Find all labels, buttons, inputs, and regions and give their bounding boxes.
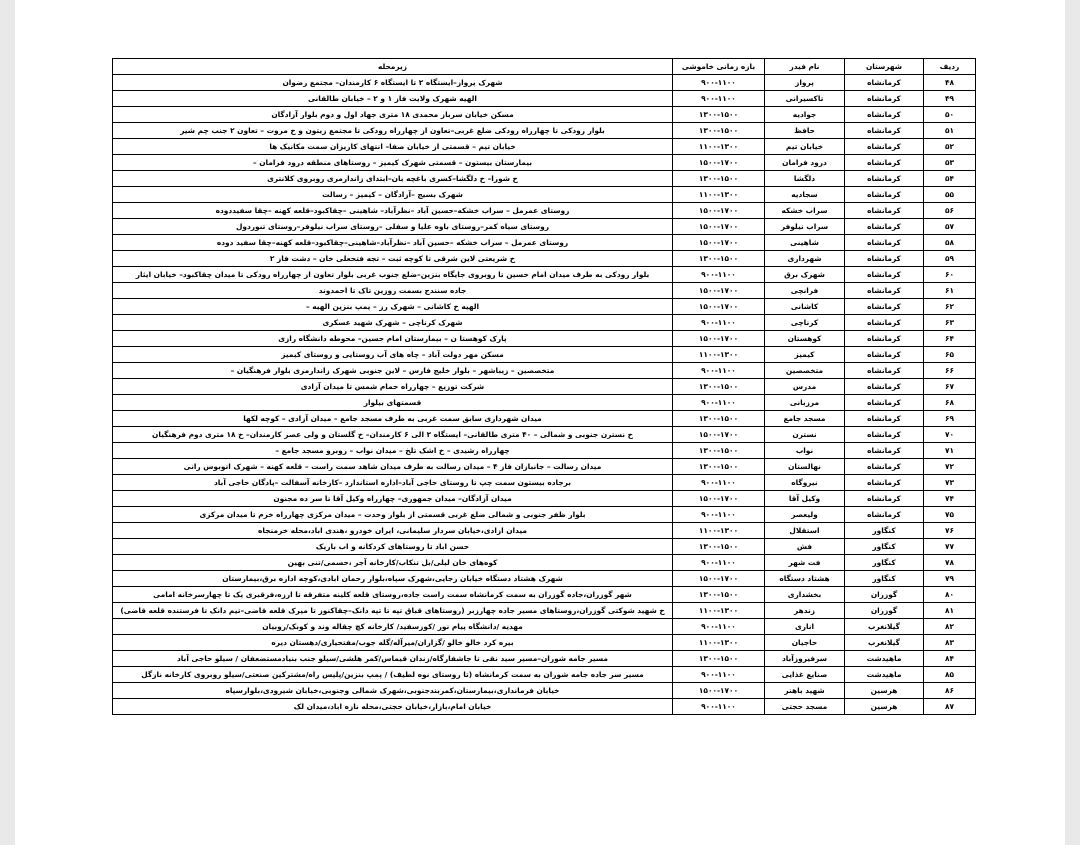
- cell-feeder-name: متخصصین: [765, 363, 845, 379]
- cell-feeder-name: کیمیز: [765, 347, 845, 363]
- table-row: [113, 251, 976, 267]
- cell-row-number: ۶۴: [924, 331, 976, 347]
- cell-neighborhood: روستای سیاه کمر–روستای باوه علیا و سفلی –روستای سراب نیلوفر–روستای تنوردول: [113, 219, 673, 235]
- cell-neighborhood: مسیر سر جاده جامه شوران به سمت کرمانشاه (تا روستای نوه لطیف) / پمپ بنزین/پلیس راه/مشترکین صنعتی/سیلو روبروی کارخانه نازگل: [113, 667, 673, 683]
- cell-feeder-name: سجادیه: [765, 187, 845, 203]
- table-row: [113, 331, 976, 347]
- cell-outage-time-range: ۱۱۰۰-۱۳۰۰: [673, 139, 765, 155]
- cell-feeder-name: حافظ: [765, 123, 845, 139]
- cell-feeder-name: نواب: [765, 443, 845, 459]
- cell-row-number: ۶۵: [924, 347, 976, 363]
- cell-row-number: ۷۰: [924, 427, 976, 443]
- cell-feeder-name: مسجد حجتی: [765, 699, 845, 715]
- cell-outage-time-range: ۱۳۰۰-۱۵۰۰: [673, 651, 765, 667]
- cell-neighborhood: بلوار رودکی تا چهارراه رودکی ضلع غربی–تعاون از چهارراه رودکی تا مجتمع زیتون و خ مروت – تعاون ۲ جنب چم شیر: [113, 123, 673, 139]
- cell-row-number: ۸۰: [924, 587, 976, 603]
- table-row: [113, 523, 976, 539]
- header-feeder-name: نام فیدر: [765, 59, 845, 75]
- cell-city: کرمانشاه: [845, 443, 924, 459]
- cell-feeder-name: فرانچی: [765, 283, 845, 299]
- cell-city: ماهیدشت: [845, 651, 924, 667]
- cell-neighborhood: شهرک بسیج –آزادگان – کیمیز – رسالت: [113, 187, 673, 203]
- cell-outage-time-range: ۱۳۰۰-۱۵۰۰: [673, 443, 765, 459]
- cell-feeder-name: مرزبانی: [765, 395, 845, 411]
- cell-city: کرمانشاه: [845, 91, 924, 107]
- cell-feeder-name: شهید باهنر: [765, 683, 845, 699]
- cell-outage-time-range: ۱۳۰۰-۱۵۰۰: [673, 379, 765, 395]
- cell-city: کرمانشاه: [845, 331, 924, 347]
- cell-neighborhood: قسمتهای بیلوار: [113, 395, 673, 411]
- cell-neighborhood: روستای عمرمل – سراب خشکه –حسین آباد –نظرآباد–شاهینی–چقاکبود–قلعه کهنه–چقا سفید دوده: [113, 235, 673, 251]
- cell-row-number: ۶۱: [924, 283, 976, 299]
- cell-feeder-name: سراب نیلوفر: [765, 219, 845, 235]
- cell-row-number: ۸۴: [924, 651, 976, 667]
- cell-neighborhood: خ نسترن جنوبی و شمالی – ۴۰ متری طالقانی– ایستگاه ۲ الی ۶ کارمندان– خ گلستان و ولی عصر کارمندان– خ ۱۸ متری دوم فرهنگیان: [113, 427, 673, 443]
- table-row: [113, 299, 976, 315]
- table-row: [113, 203, 976, 219]
- cell-outage-time-range: ۱۱۰۰-۱۳۰۰: [673, 635, 765, 651]
- cell-city: کرمانشاه: [845, 459, 924, 475]
- cell-row-number: ۵۶: [924, 203, 976, 219]
- cell-feeder-name: درود فرامان: [765, 155, 845, 171]
- cell-neighborhood: مهدیه /دانشگاه پیام نور /کوزسفید/ کارخانه کچ چقاله وند و کوبک/روبیان: [113, 619, 673, 635]
- cell-row-number: ۴۸: [924, 75, 976, 91]
- cell-neighborhood: مسیر جامه شوران–مسیر سید نقی تا جاشفارگاه/زندان قیماس/کمر هلشی/سیلو جنب بنیادمستضعفان / سیلو حاجی آباد: [113, 651, 673, 667]
- cell-neighborhood: پارک کوهستا ن – بیمارستان امام حسین– محوطه دانشگاه رازی: [113, 331, 673, 347]
- cell-row-number: ۶۹: [924, 411, 976, 427]
- cell-feeder-name: نهالستان: [765, 459, 845, 475]
- cell-row-number: ۵۴: [924, 171, 976, 187]
- cell-neighborhood: کوه‌های خان لیلی/بل تنکاب/کارخانه آجر ،حسمی/تنی بهین: [113, 555, 673, 571]
- cell-row-number: ۷۳: [924, 475, 976, 491]
- cell-city: گوزران: [845, 603, 924, 619]
- cell-city: کرمانشاه: [845, 235, 924, 251]
- cell-row-number: ۸۱: [924, 603, 976, 619]
- cell-outage-time-range: ۱۵۰۰-۱۷۰۰: [673, 331, 765, 347]
- cell-neighborhood: میدان رسالت – جانبازان فاز ۴ – میدان رسالت به طرف میدان شاهد سمت راست – قلعه کهنه – شهرک اتوبوس رانی: [113, 459, 673, 475]
- table-row: [113, 667, 976, 683]
- cell-city: کرمانشاه: [845, 299, 924, 315]
- table-row: [113, 123, 976, 139]
- cell-city: هرسین: [845, 683, 924, 699]
- cell-outage-time-range: ۱۱۰۰-۱۳۰۰: [673, 187, 765, 203]
- cell-city: گیلانغرب: [845, 619, 924, 635]
- cell-city: کرمانشاه: [845, 427, 924, 443]
- cell-feeder-name: فت شهر: [765, 555, 845, 571]
- table-row: [113, 555, 976, 571]
- table-row: [113, 475, 976, 491]
- cell-feeder-name: بخشداری: [765, 587, 845, 603]
- cell-outage-time-range: ۱۵۰۰-۱۷۰۰: [673, 571, 765, 587]
- cell-outage-time-range: ۱۵۰۰-۱۷۰۰: [673, 283, 765, 299]
- cell-feeder-name: کوهستان: [765, 331, 845, 347]
- cell-feeder-name: زندهر: [765, 603, 845, 619]
- cell-outage-time-range: ۱۳۰۰-۱۵۰۰: [673, 459, 765, 475]
- cell-feeder-name: خیابان تیم: [765, 139, 845, 155]
- cell-feeder-name: هشتاد دستگاه: [765, 571, 845, 587]
- table-row: [113, 155, 976, 171]
- cell-city: کنگاور: [845, 555, 924, 571]
- cell-row-number: ۷۲: [924, 459, 976, 475]
- cell-outage-time-range: ۹۰۰-۱۱۰۰: [673, 75, 765, 91]
- cell-row-number: ۷۷: [924, 539, 976, 555]
- cell-row-number: ۷۸: [924, 555, 976, 571]
- cell-neighborhood: میدان شهرداری سابق سمت غربی به طرف مسجد جامع – میدان آزادی – کوچه لکها: [113, 411, 673, 427]
- cell-row-number: ۵۵: [924, 187, 976, 203]
- table-row: [113, 347, 976, 363]
- cell-outage-time-range: ۱۳۰۰-۱۵۰۰: [673, 251, 765, 267]
- cell-row-number: ۵۱: [924, 123, 976, 139]
- cell-feeder-name: پرواز: [765, 75, 845, 91]
- cell-outage-time-range: ۹۰۰-۱۱۰۰: [673, 363, 765, 379]
- cell-row-number: ۷۴: [924, 491, 976, 507]
- table-row: [113, 363, 976, 379]
- table-row: [113, 427, 976, 443]
- cell-feeder-name: شهرک برق: [765, 267, 845, 283]
- document-page: [15, 0, 1065, 845]
- cell-city: کرمانشاه: [845, 139, 924, 155]
- cell-city: کنگاور: [845, 571, 924, 587]
- cell-outage-time-range: ۹۰۰-۱۱۰۰: [673, 507, 765, 523]
- table-body: [113, 75, 976, 715]
- cell-neighborhood: خیابان فرمانداری،بیمارستان،کمربندجنوبی،شهرک شمالی وجنوبی،خیابان شیرودی،بلوارسپاه: [113, 683, 673, 699]
- cell-city: ماهیدشت: [845, 667, 924, 683]
- cell-outage-time-range: ۹۰۰-۱۱۰۰: [673, 619, 765, 635]
- table-row: [113, 571, 976, 587]
- cell-city: کرمانشاه: [845, 123, 924, 139]
- cell-outage-time-range: ۹۰۰-۱۱۰۰: [673, 475, 765, 491]
- cell-neighborhood: الهیه شهرک ولایت فاز ۱ و ۲ – خیابان طالقانی: [113, 91, 673, 107]
- cell-row-number: ۵۲: [924, 139, 976, 155]
- table-header-row: [113, 59, 976, 75]
- table-row: [113, 171, 976, 187]
- table-row: [113, 491, 976, 507]
- cell-city: کرمانشاه: [845, 155, 924, 171]
- cell-feeder-name: نسترن: [765, 427, 845, 443]
- header-neighborhood: زیرمحله: [113, 59, 673, 75]
- cell-neighborhood: متخصصین – زیباشهر – بلوار خلیج فارس – لاین جنوبی شهرک زاندارمری بلوار فرهنگیان –: [113, 363, 673, 379]
- cell-outage-time-range: ۱۳۰۰-۱۵۰۰: [673, 123, 765, 139]
- table-row: [113, 235, 976, 251]
- cell-outage-time-range: ۱۳۰۰-۱۵۰۰: [673, 171, 765, 187]
- cell-feeder-name: مدرس: [765, 379, 845, 395]
- cell-neighborhood: برجاده بیستون سمت چپ تا روستای حاجی آباد–اداره استاندارد –کارخانه آسفالت –پادگان حاجی آباد: [113, 475, 673, 491]
- cell-feeder-name: شاهینی: [765, 235, 845, 251]
- table-row: [113, 603, 976, 619]
- cell-neighborhood: مسکن مهر دولت آباد – چاه های آب روستایی و روستای کیمیز: [113, 347, 673, 363]
- cell-city: کرمانشاه: [845, 171, 924, 187]
- table-row: [113, 379, 976, 395]
- cell-city: کرمانشاه: [845, 203, 924, 219]
- cell-outage-time-range: ۱۵۰۰-۱۷۰۰: [673, 427, 765, 443]
- cell-row-number: ۶۷: [924, 379, 976, 395]
- header-city: شهرستان: [845, 59, 924, 75]
- cell-city: گیلانغرب: [845, 635, 924, 651]
- table-row: [113, 411, 976, 427]
- cell-row-number: ۶۶: [924, 363, 976, 379]
- cell-row-number: ۶۸: [924, 395, 976, 411]
- cell-feeder-name: دلگشا: [765, 171, 845, 187]
- table-row: [113, 395, 976, 411]
- cell-feeder-name: استقلال: [765, 523, 845, 539]
- table-row: [113, 443, 976, 459]
- cell-city: کرمانشاه: [845, 187, 924, 203]
- cell-row-number: ۵۹: [924, 251, 976, 267]
- cell-city: هرسین: [845, 699, 924, 715]
- cell-city: کرمانشاه: [845, 251, 924, 267]
- cell-outage-time-range: ۹۰۰-۱۱۰۰: [673, 315, 765, 331]
- cell-outage-time-range: ۹۰۰-۱۱۰۰: [673, 667, 765, 683]
- cell-outage-time-range: ۱۱۰۰-۱۳۰۰: [673, 603, 765, 619]
- cell-row-number: ۶۳: [924, 315, 976, 331]
- cell-outage-time-range: ۹۰۰-۱۱۰۰: [673, 699, 765, 715]
- cell-feeder-name: کرناچی: [765, 315, 845, 331]
- table-row: [113, 187, 976, 203]
- cell-row-number: ۶۰: [924, 267, 976, 283]
- cell-row-number: ۸۲: [924, 619, 976, 635]
- table-row: [113, 267, 976, 283]
- table-row: [113, 91, 976, 107]
- cell-neighborhood: خ شهید شوکتی گوزران،روستاهای مسیر جاده چهارزبر (روستاهای قباق تپه تا تپه دانک–چقاکنوز تا میرک قلعه قاضی–تیم دانک تا فرستنده قلعه قاضی): [113, 603, 673, 619]
- cell-city: گوزران: [845, 587, 924, 603]
- cell-row-number: ۵۸: [924, 235, 976, 251]
- cell-row-number: ۷۶: [924, 523, 976, 539]
- cell-neighborhood: شهرک هشتاد دستگاه خیابان رجایی،شهرک سپاه،بلوار رحمان ابادی،کوچه اداره برق،بیمارستان: [113, 571, 673, 587]
- cell-row-number: ۷۵: [924, 507, 976, 523]
- cell-neighborhood: مسکن خیابان سرباز محمدی ۱۸ متری جهاد اول و دوم بلوار آزادگان: [113, 107, 673, 123]
- cell-outage-time-range: ۱۳۰۰-۱۵۰۰: [673, 107, 765, 123]
- cell-feeder-name: شهرداری: [765, 251, 845, 267]
- table-row: [113, 75, 976, 91]
- table-row: [113, 635, 976, 651]
- cell-neighborhood: بیره کرد خالو خالو /گزاران/میرآله/گله جوب/مفتحیاری/دهستان دیره: [113, 635, 673, 651]
- cell-city: کرمانشاه: [845, 507, 924, 523]
- table-row: [113, 139, 976, 155]
- cell-feeder-name: صنایع غذایی: [765, 667, 845, 683]
- cell-city: کنگاور: [845, 523, 924, 539]
- cell-row-number: ۸۷: [924, 699, 976, 715]
- cell-outage-time-range: ۱۳۰۰-۱۵۰۰: [673, 587, 765, 603]
- cell-feeder-name: اناری: [765, 619, 845, 635]
- cell-neighborhood: میدان ازادی،خیابان سردار سلیمانی، ایران خودرو ،هندی اباد،محله خرمنجاه: [113, 523, 673, 539]
- table-row: [113, 315, 976, 331]
- cell-neighborhood: خیابان امام،بازار،خیابان حجتی،محله نازه اباد،میدان لک: [113, 699, 673, 715]
- cell-feeder-name: جوادیه: [765, 107, 845, 123]
- cell-neighborhood: خ شورا– خ دلگشا–کسری باغچه بان–ابتدای زاندارمری روبروی کلانتری: [113, 171, 673, 187]
- cell-feeder-name: کاشانی: [765, 299, 845, 315]
- cell-city: کرمانشاه: [845, 315, 924, 331]
- cell-city: کرمانشاه: [845, 475, 924, 491]
- header-outage-time-range: بازه زمانی خاموشی: [673, 59, 765, 75]
- table-row: [113, 539, 976, 555]
- cell-row-number: ۷۱: [924, 443, 976, 459]
- cell-outage-time-range: ۱۵۰۰-۱۷۰۰: [673, 155, 765, 171]
- cell-outage-time-range: ۱۵۰۰-۱۷۰۰: [673, 219, 765, 235]
- cell-row-number: ۸۶: [924, 683, 976, 699]
- table-row: [113, 283, 976, 299]
- table-row: [113, 699, 976, 715]
- cell-outage-time-range: ۱۱۰۰-۱۳۰۰: [673, 523, 765, 539]
- table-row: [113, 651, 976, 667]
- cell-outage-time-range: ۹۰۰-۱۱۰۰: [673, 91, 765, 107]
- cell-neighborhood: شهرک کرناچی – شهرک شهید عسکری: [113, 315, 673, 331]
- cell-city: کرمانشاه: [845, 379, 924, 395]
- cell-outage-time-range: ۱۱۰۰-۱۳۰۰: [673, 347, 765, 363]
- cell-feeder-name: سرفیروزآباد: [765, 651, 845, 667]
- cell-outage-time-range: ۱۵۰۰-۱۷۰۰: [673, 235, 765, 251]
- cell-neighborhood: روستای عمرمل – سراب خشکه–حسین آباد –نظرآباد– شاهینی –چقاکبود–قلعه کهنه –چقا سفیددوده: [113, 203, 673, 219]
- cell-feeder-name: نیروگاه: [765, 475, 845, 491]
- cell-outage-time-range: ۱۳۰۰-۱۵۰۰: [673, 539, 765, 555]
- cell-city: کرمانشاه: [845, 75, 924, 91]
- table-row: [113, 107, 976, 123]
- cell-row-number: ۸۳: [924, 635, 976, 651]
- cell-neighborhood: بلوار ظفر جنوبی و شمالی ضلع غربی قسمتی از بلوار وحدت – میدان مرکزی چهارراه خرم تا میدان مرکزی: [113, 507, 673, 523]
- cell-city: کرمانشاه: [845, 411, 924, 427]
- cell-neighborhood: حسن اباد تا روستاهای کردکانه و اب باریک: [113, 539, 673, 555]
- cell-feeder-name: ولیعصر: [765, 507, 845, 523]
- cell-feeder-name: سراب خشکه: [765, 203, 845, 219]
- cell-feeder-name: تاکسیرانی: [765, 91, 845, 107]
- cell-city: کرمانشاه: [845, 363, 924, 379]
- cell-neighborhood: خیابان تیم – قسمتی از خیابان صفا– انتهای کاریزان سمت مکانیک ها: [113, 139, 673, 155]
- cell-city: کرمانشاه: [845, 347, 924, 363]
- cell-row-number: ۸۵: [924, 667, 976, 683]
- cell-outage-time-range: ۹۰۰-۱۱۰۰: [673, 395, 765, 411]
- cell-feeder-name: مسجد جامع: [765, 411, 845, 427]
- table-row: [113, 683, 976, 699]
- cell-neighborhood: شهرک پرواز–ایستگاه ۲ تا ایستگاه ۶ کارمندان– مجتمع رضوان: [113, 75, 673, 91]
- cell-city: کنگاور: [845, 539, 924, 555]
- cell-neighborhood: الهیه خ کاشانی – شهرک رز – پمپ بنزین الهیه –: [113, 299, 673, 315]
- cell-feeder-name: فش: [765, 539, 845, 555]
- cell-neighborhood: میدان آزادگان– میدان جمهوری– چهارراه وکیل آقا تا سر ده مجنون: [113, 491, 673, 507]
- table-row: [113, 587, 976, 603]
- cell-neighborhood: بیمارستان بیستون – قسمتی شهرک کیمیز – روستاهای منطقه درود فرامان –: [113, 155, 673, 171]
- cell-neighborhood: شهر گوزران،جاده گوزران به سمت کرمانشاه سمت راست جاده،روستای قلعه کلینه متفرقه تا ارزه،فرقبری یک تا چهارسرخانه امامی: [113, 587, 673, 603]
- cell-city: کرمانشاه: [845, 283, 924, 299]
- cell-neighborhood: بلوار رودکی به طرف میدان امام حسین تا روبروی جایگاه بنزین–ضلع جنوب غربی بلوار تعاون از چهارراه رودکی تا میدان چقاکبود– خیابان ایثار: [113, 267, 673, 283]
- cell-row-number: ۵۰: [924, 107, 976, 123]
- cell-row-number: ۵۳: [924, 155, 976, 171]
- cell-city: کرمانشاه: [845, 219, 924, 235]
- table-row: [113, 507, 976, 523]
- cell-outage-time-range: ۱۵۰۰-۱۷۰۰: [673, 203, 765, 219]
- cell-outage-time-range: ۹۰۰-۱۱۰۰: [673, 267, 765, 283]
- table-row: [113, 619, 976, 635]
- cell-row-number: ۷۹: [924, 571, 976, 587]
- cell-neighborhood: چهارراه رشیدی – خ اشک تلخ – میدان نواب – روبرو مسجد جامع –: [113, 443, 673, 459]
- cell-city: کرمانشاه: [845, 395, 924, 411]
- cell-row-number: ۵۷: [924, 219, 976, 235]
- cell-neighborhood: شرکت توزیع – چهارراه حمام شمس تا میدان آزادی: [113, 379, 673, 395]
- cell-outage-time-range: ۱۵۰۰-۱۷۰۰: [673, 491, 765, 507]
- cell-outage-time-range: ۱۵۰۰-۱۷۰۰: [673, 683, 765, 699]
- header-row-number: ردیف: [924, 59, 976, 75]
- table-row: [113, 459, 976, 475]
- cell-city: کرمانشاه: [845, 107, 924, 123]
- cell-outage-time-range: ۱۳۰۰-۱۵۰۰: [673, 411, 765, 427]
- cell-neighborhood: جاده سنندج بسمت روزین تاک تا احمدوند: [113, 283, 673, 299]
- cell-feeder-name: حاجیان: [765, 635, 845, 651]
- table-row: [113, 219, 976, 235]
- cell-outage-time-range: ۱۵۰۰-۱۷۰۰: [673, 299, 765, 315]
- cell-row-number: ۶۲: [924, 299, 976, 315]
- cell-city: کرمانشاه: [845, 267, 924, 283]
- cell-row-number: ۴۹: [924, 91, 976, 107]
- outage-schedule-table: [112, 58, 976, 715]
- cell-outage-time-range: ۹۰۰-۱۱۰۰: [673, 555, 765, 571]
- cell-feeder-name: وکیل آقا: [765, 491, 845, 507]
- cell-city: کرمانشاه: [845, 491, 924, 507]
- cell-neighborhood: خ شریعتی لاین شرقی تا کوچه ثبت – تجه فتحعلی خان – دشت فاز ۲: [113, 251, 673, 267]
